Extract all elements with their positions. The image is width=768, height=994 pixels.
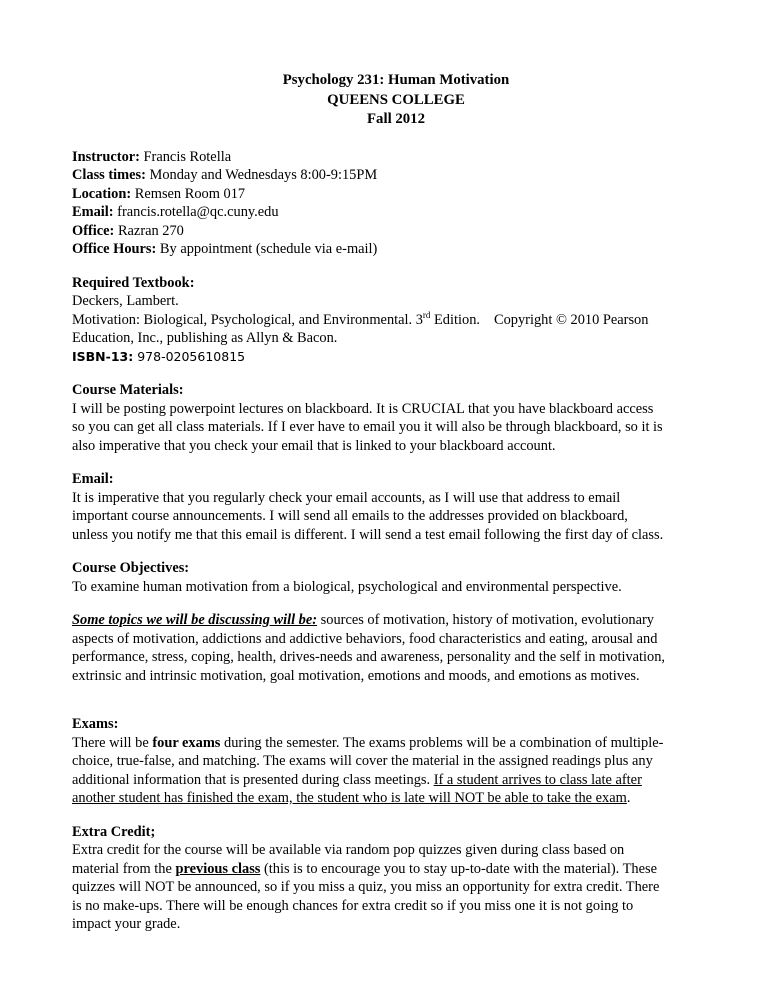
- exams-section: [72, 715, 712, 808]
- paragraph-line: material from the previous class (this is to encourage you to stay up-to-date with the material). These: [72, 860, 657, 877]
- extra-credit-heading: Extra Credit;: [72, 823, 156, 840]
- term: Fall 2012: [367, 111, 425, 127]
- textbook-author: Deckers, Lambert.: [72, 293, 179, 309]
- email-line: Email: francis.rotella@qc.cuny.edu: [72, 204, 279, 220]
- paragraph-line: also imperative that you check your email that is linked to your blackboard account.: [72, 437, 556, 454]
- syllabus: [72, 71, 712, 934]
- topics-lead: Some topics we will be discussing will be:: [72, 612, 318, 628]
- college-name: QUEENS COLLEGE: [327, 91, 465, 108]
- materials-heading: Course Materials:: [72, 382, 184, 398]
- objectives-text: To examine human motivation from a biological, psychological and environmental perspective.: [72, 578, 622, 595]
- topics-section: [72, 611, 712, 685]
- document-header: [72, 71, 712, 130]
- paragraph-line: impact your grade.: [72, 916, 181, 932]
- paragraph-line: another student has finished the exam, the student who is late will NOT be able to take the exam.: [72, 790, 631, 806]
- instructor-info: [72, 148, 712, 259]
- paragraph-line: I will be posting powerpoint lectures on blackboard. It is CRUCIAL that you have blackboard access: [72, 400, 654, 417]
- class-times-line: Class times: Monday and Wednesdays 8:00-9:15PM: [72, 167, 378, 183]
- objectives-heading: Course Objectives:: [72, 560, 190, 576]
- office-line: Office: Razran 270: [72, 222, 184, 239]
- instructor-line: Instructor: Francis Rotella: [72, 148, 232, 165]
- paragraph-line: important course announcements. I will send all emails to the addresses provided on blackboard,: [72, 508, 628, 524]
- course-title: Psychology 231: Human Motivation: [282, 72, 510, 88]
- topics-first-line: Some topics we will be discussing will be: sources of motivation, history of motivation, evolutionary: [72, 612, 654, 628]
- paragraph-line: is no make-ups. There will be enough chances for extra credit so if you miss one it is not going to: [72, 897, 634, 914]
- paragraph-line: so you can get all class materials. If I ever have to email you it will also be through blackboard, so it is: [72, 419, 663, 435]
- textbook-isbn: ISBN-13: 978-0205610815: [72, 348, 246, 364]
- paragraph-line: quizzes will NOT be announced, so if you miss a quiz, you miss an opportunity for extra credit. There: [72, 879, 660, 895]
- textbook-title: Motivation: Biological, Psychological, and Environmental. 3rd Edition. Copyright © 2010 Pearson: [72, 309, 649, 328]
- textbook-heading: Required Textbook:: [72, 274, 195, 291]
- paragraph-line: unless you notify me that this email is different. I will send a test email following the first day of class.: [72, 526, 664, 543]
- paragraph-line: performance, stress, coping, health, drives-needs and awareness, personality and the self in motivation,: [72, 649, 666, 665]
- textbook-publisher: Education, Inc., publishing as Allyn & Bacon.: [72, 330, 338, 346]
- paragraph-line: It is imperative that you regularly check your email accounts, as I will use that address to email: [72, 489, 621, 506]
- extra-credit-section: [72, 823, 712, 934]
- email-section: [72, 470, 712, 544]
- location-line: Location: Remsen Room 017: [72, 185, 246, 202]
- paragraph-line: aspects of motivation, addictions and addictive behaviors, food characteristics and eating, arousal and: [72, 630, 658, 647]
- office-hours-line: Office Hours: By appointment (schedule via e-mail): [72, 241, 378, 257]
- materials-section: [72, 381, 712, 455]
- exams-heading: Exams:: [72, 716, 119, 732]
- objectives-section: [72, 559, 712, 596]
- paragraph-line: extrinsic and intrinsic motivation, goal motivation, emotions and moods, and emotions as motives.: [72, 667, 640, 684]
- paragraph-line: additional information that is presented during class meetings. If a student arrives to class late after: [72, 771, 642, 788]
- paragraph-line: Extra credit for the course will be available via random pop quizzes given during class based on: [72, 842, 625, 858]
- paragraph-line: choice, true-false, and matching. The exams will cover the material in the assigned readings plus any: [72, 753, 653, 769]
- textbook-section: [72, 274, 712, 367]
- email-heading: Email:: [72, 471, 114, 487]
- paragraph-line: There will be four exams during the semester. The exams problems will be a combination of multiple-: [72, 734, 664, 751]
- email-address: francis.rotella@qc.cuny.edu: [113, 204, 279, 220]
